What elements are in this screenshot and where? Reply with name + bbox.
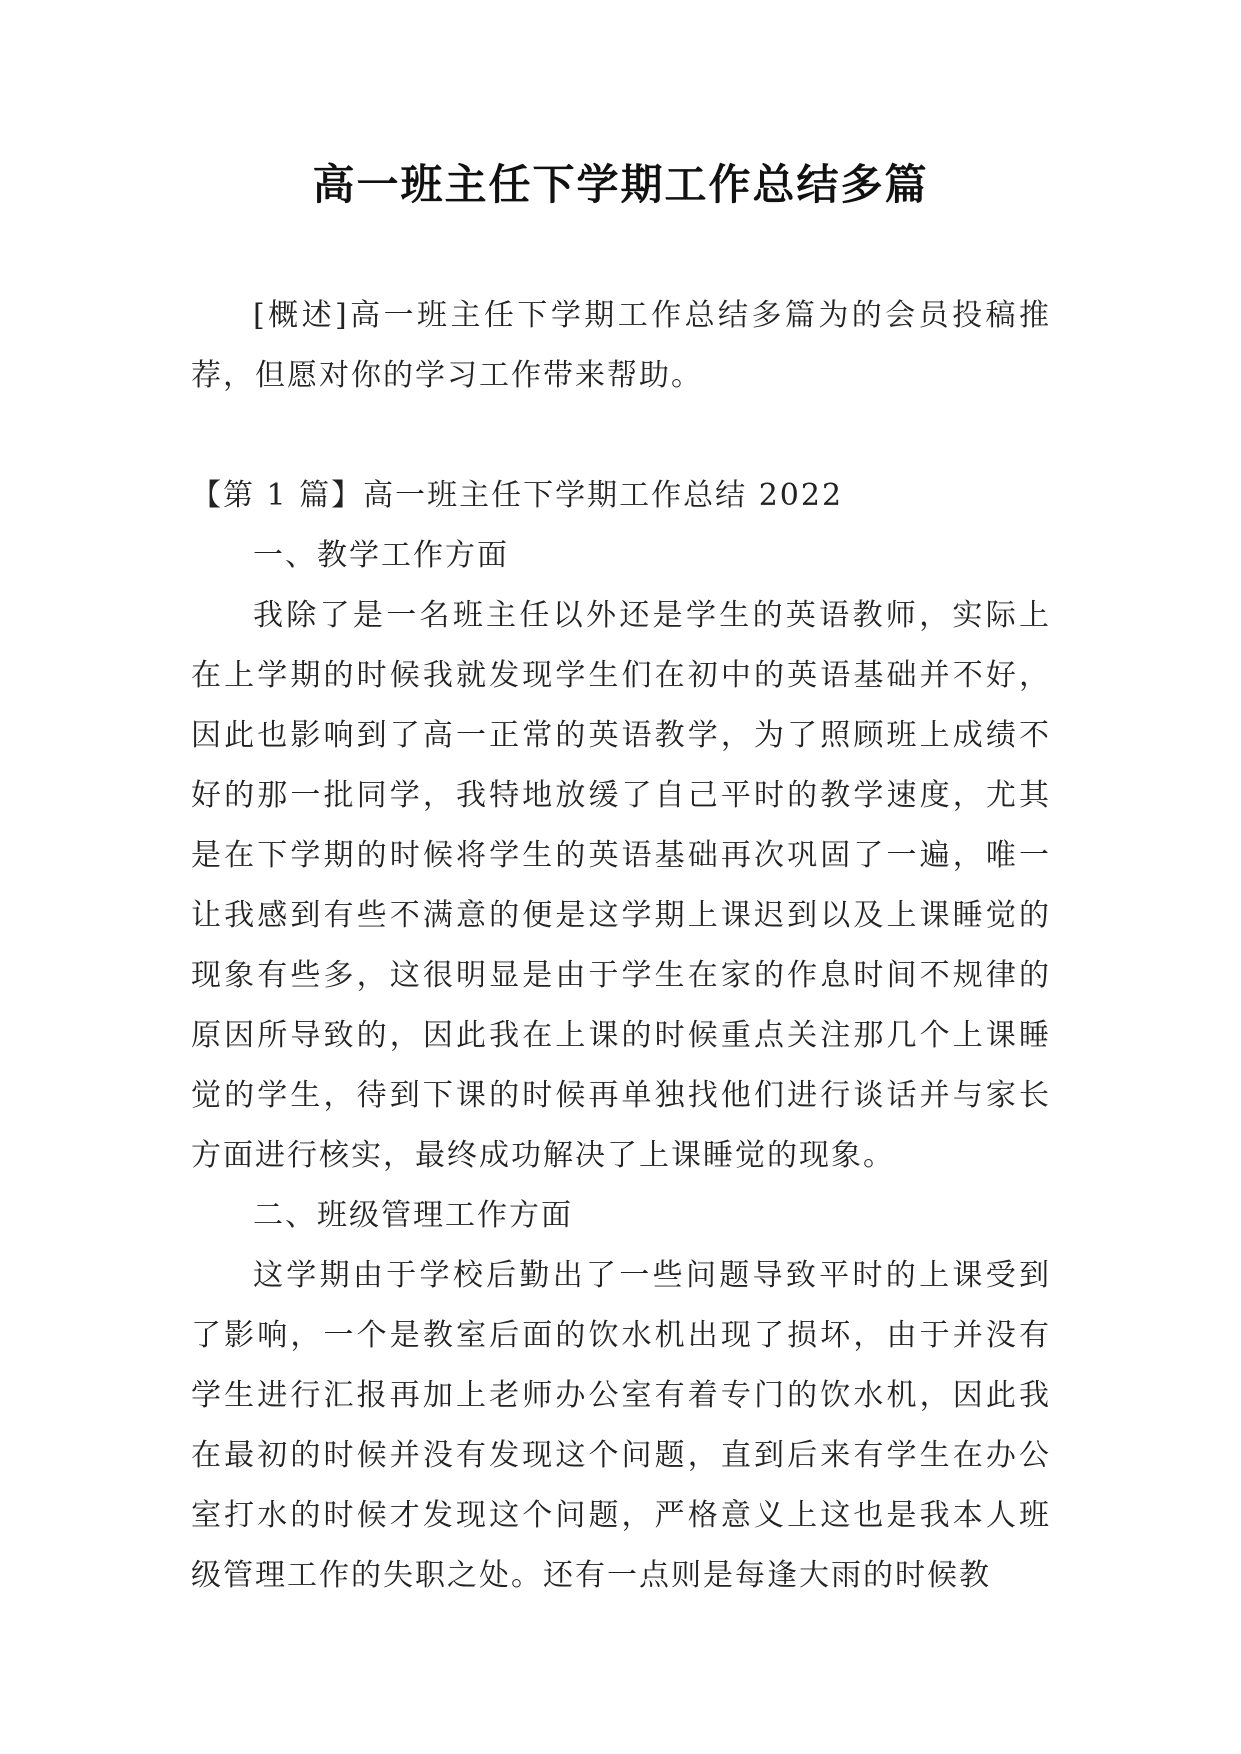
- section-heading-teaching: 一、教学工作方面: [253, 538, 509, 573]
- section-paragraph-class-management: 这学期由于学校后勤出了一些问题导致平时的上课受到了影响，一个是教室后面的饮水机出现了损坏，由于并没有学生进行汇报再加上老师办公室有着专门的饮水机，因此我在最初的时候并没有发现这个问题，直到后来有学生在办公室打水的时候才发现这个问题，严格意义上这也是我本人班级管理工作的失职之处。还有一点则是每逢大雨的时候教: [191, 1258, 1051, 1593]
- spacer: [191, 406, 1051, 466]
- section-paragraph-teaching: 我除了是一名班主任以外还是学生的英语教师，实际上在上学期的时候我就发现学生们在初中的英语基础并不好，因此也影响到了高一正常的英语教学，为了照顾班上成绩不好的那一批同学，我特地放缓了自己平时的教学速度，尤其是在下学期的时候将学生的英语基础再次巩固了一遍，唯一让我感到有些不满意的便是这学期上课迟到以及上课睡觉的现象有些多，这很明显是由于学生在家的作息时间不规律的原因所导致的，因此我在上课的时候重点关注那几个上课睡觉的学生，待到下课的时候再单独找他们进行谈话并与家长方面进行核实，最终成功解决了上课睡觉的现象。: [191, 598, 1051, 1173]
- article-title: 【第 1 篇】高一班主任下学期工作总结 2022: [191, 478, 844, 513]
- document-body: [191, 286, 1051, 1606]
- section-heading-class-management: 二、班级管理工作方面: [253, 1198, 573, 1233]
- document-title: 高一班主任下学期工作总结多篇: [312, 160, 929, 209]
- summary-paragraph: [概述]高一班主任下学期工作总结多篇为的会员投稿推荐，但愿对你的学习工作带来帮助。: [191, 298, 1051, 393]
